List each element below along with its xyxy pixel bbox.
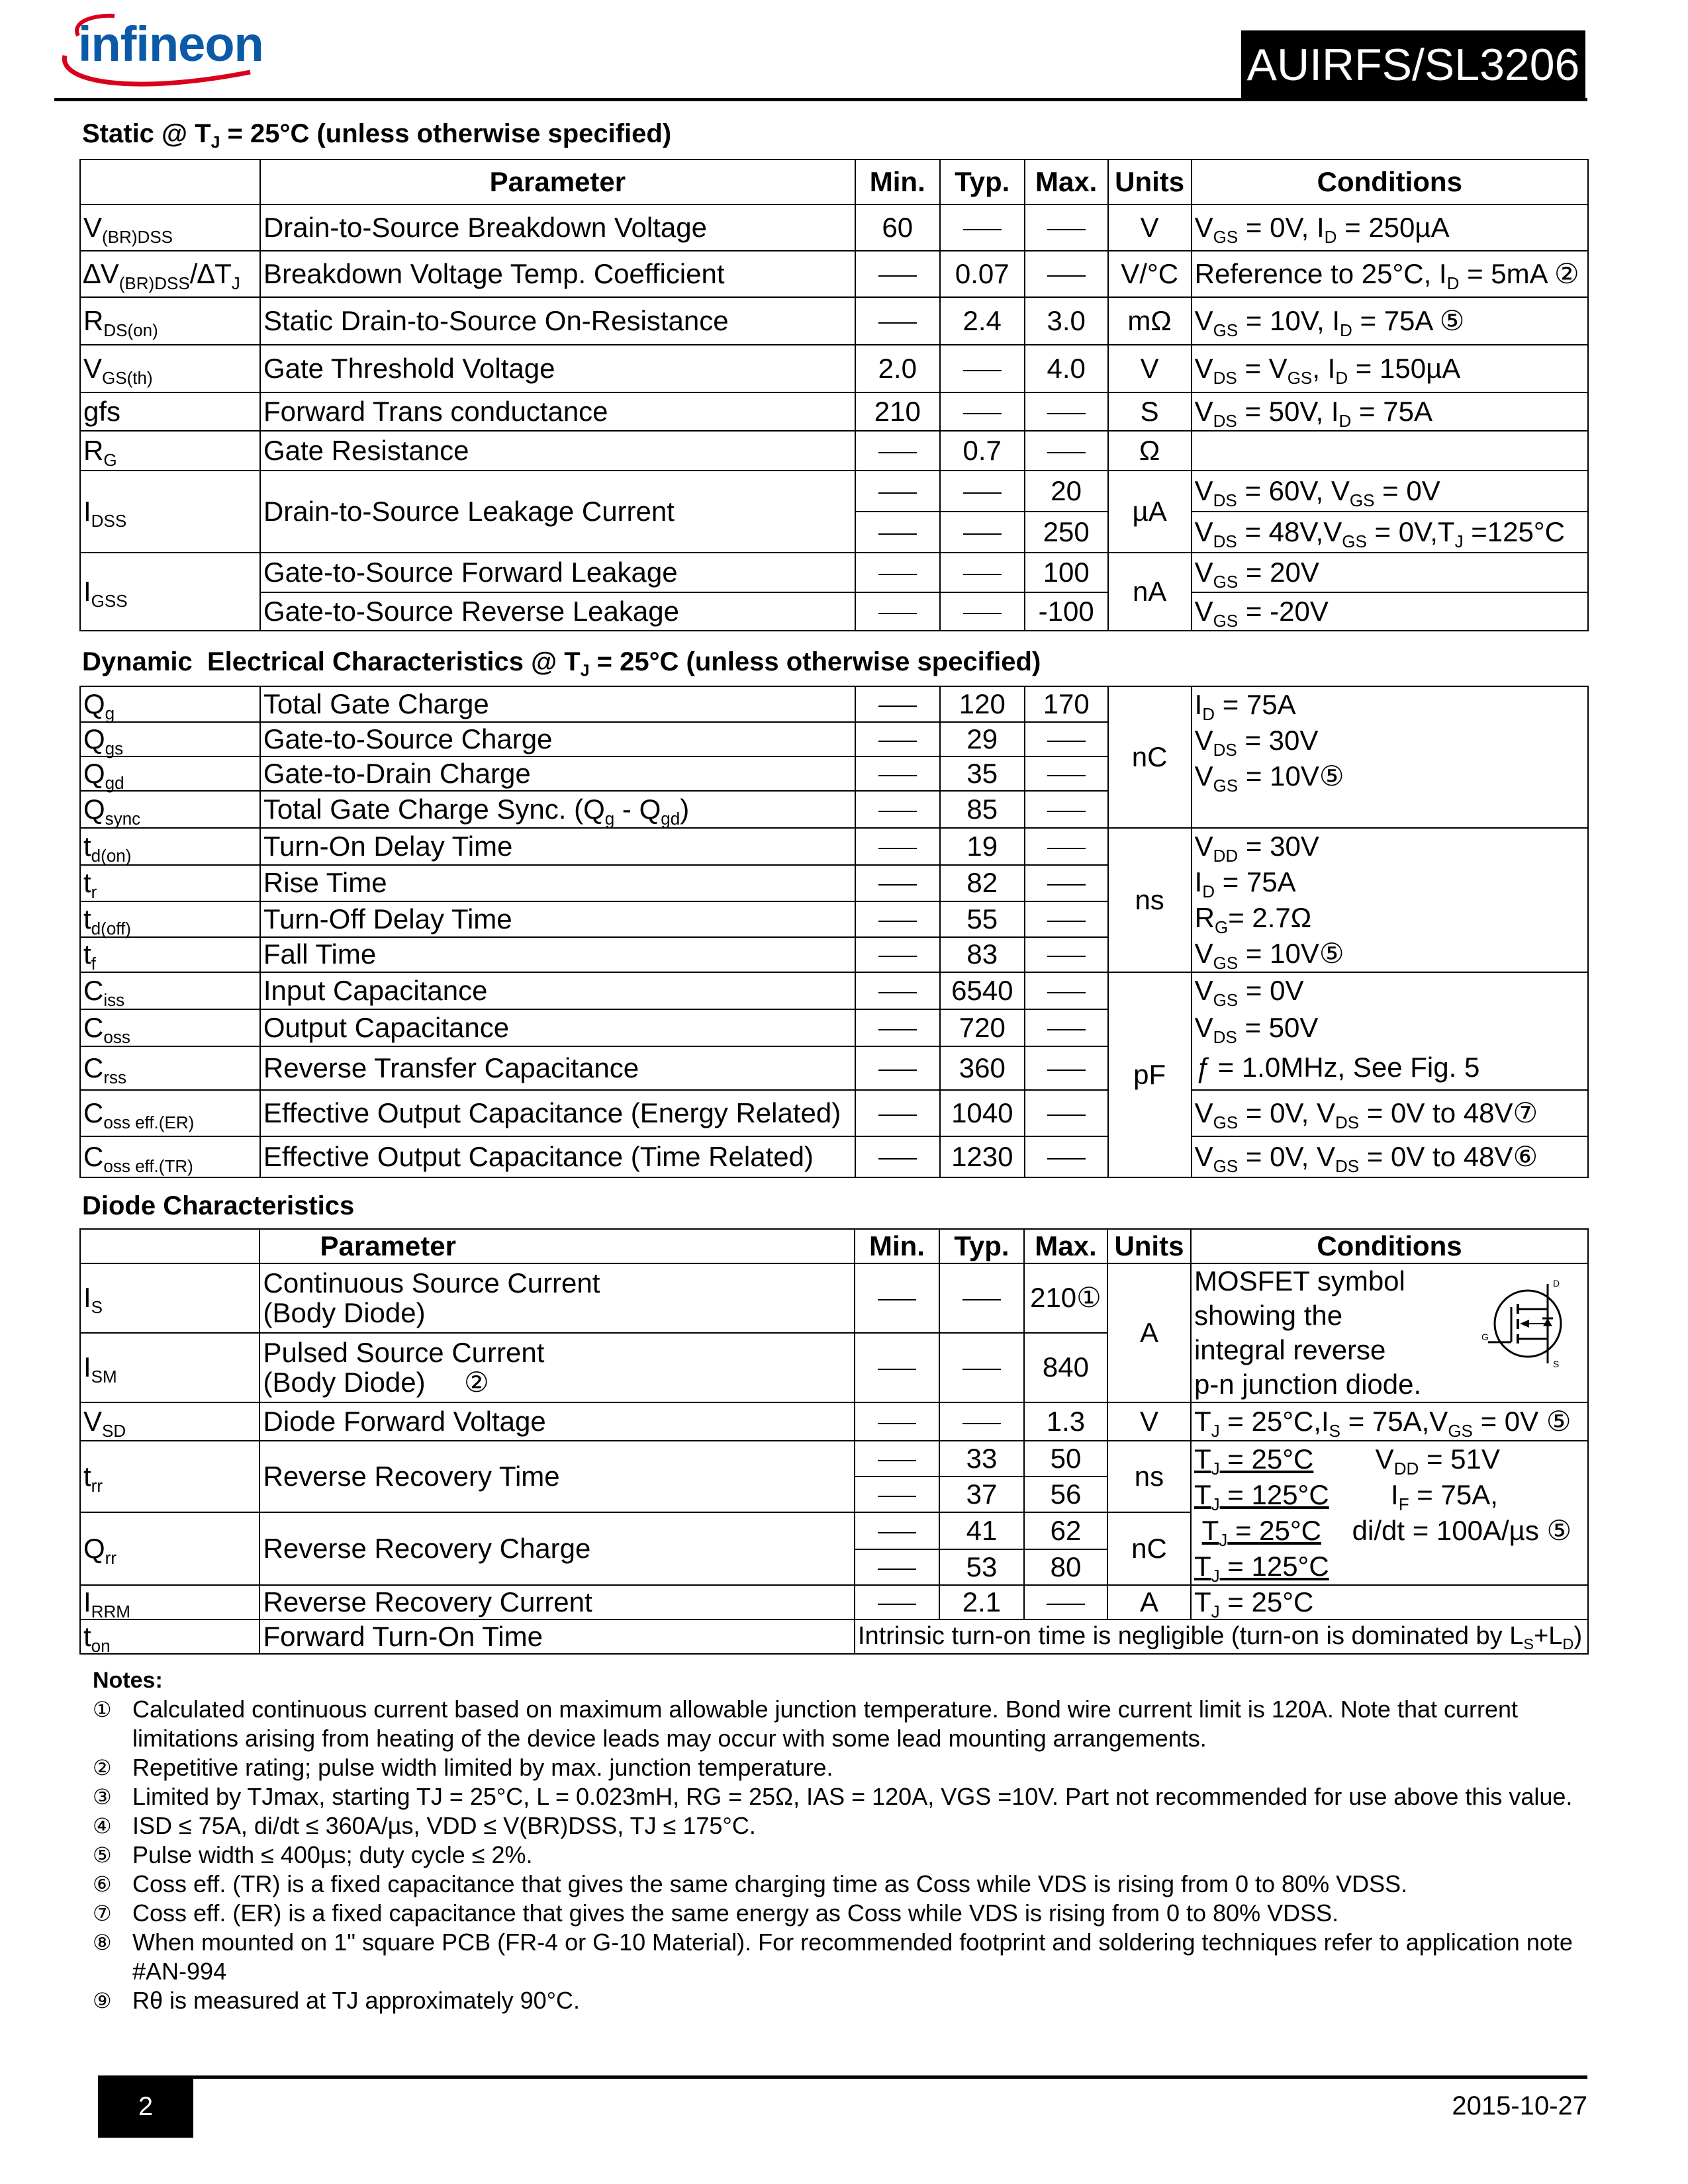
logo-wordmark: infineon [78,17,263,71]
note-item: ⑥ Coss eff. (TR) is a fixed capacitance that gives the same charging time as Coss while VDS is rising from 0 to 80% VDSS. [93,1870,1408,1897]
table-row: $C_{oss}$ Output Capacitance 720 $V_{DS} = 50V$ [80,1009,1588,1046]
static-title: Static @ $T_J = 25^\circ C$ (unless otherwise specified) [82,119,672,152]
table-row: $I_S$ Continuous Source Current (Body Diode) 210① A MOSFET symbol showing the integral reverse p-n junction diode. D G S [80,1263,1588,1333]
footer-rule [98,2075,1587,2079]
header-min: Min. [855,159,940,205]
table-row: Gate-to-Source Reverse Leakage -100 $V_{GS} = -20V$ [80,592,1588,631]
table-row: $t_{on}$ Forward Turn-On Time Intrinsic turn-on time is negligible (turn-on is dominated by $L_S+L_D$) [80,1619,1588,1654]
note-item: ② Repetitive rating; pulse width limited by max. junction temperature. [93,1754,833,1781]
table-row: $C_{iss}$ Input Capacitance 6540 pF $V_{GS} = 0V$ [80,972,1588,1009]
table-row: 37 56 [80,1477,1588,1512]
svg-text:S: S [1553,1359,1560,1369]
svg-text:D: D [1553,1278,1560,1289]
header-rule [54,98,1587,101]
table-row: $C_{rss}$ Reverse Transfer Capacitance 360 ƒ = 1.0MHz, See Fig. 5 [80,1046,1588,1090]
mosfet-symbol-icon [1481,1277,1581,1370]
notes [93,1668,1615,2015]
table-row: $t_r$ Rise Time 82 [80,865,1588,902]
diode-table: Parameter Min. Typ. Max. Units Conditions $I_S$ Continuous Source Current (Body Diode) 210① A MOSFET symbol showing the integral reverse p-n junction diode. D G S $I_{SM}$ Pulsed Source Current (Body Diode) ② 840 $V_{SD}$ Diode Forward Voltage 1.3 V $T_J = 25^\circ C,I_S = 75A,V_{GS} = 0V$ ⑤ $t_{rr}$ Reverse Recovery Time 33 50 ns $T_J = 25^\circ C$ $V_{DD} = 51V$ $T_J = 125^\circ C$ $I_F = 75A$, $T_J = 25^\circ C$ di/dt = 100A/µs ⑤ $T_J = 125^\circ C$ 37 56 $Q_{rr}$ Reverse Recovery Charge 41 62 nC 53 80 $I_{RRM}$ Reverse Recovery Current 2.1 A $T_J = 25^\circ C$ $t_{on}$ Forward Turn-On Time Intrinsic turn-on time is negligible (turn-on is dominated by $L_S+L_D$) [79,1228,1589,1655]
table-row: $I_{DSS}$ Drain-to-Source Leakage Current 20 µA $V_{DS} = 60V$, $V_{GS} = 0V$ [80,471,1588,512]
page-number: 2 [98,2075,193,2138]
header-units: Units [1108,159,1192,205]
table-row: $I_{GSS}$ Gate-to-Source Forward Leakage 100 nA $V_{GS} = 20V$ [80,553,1588,592]
note-item: ⑧ When mounted on 1" square PCB (FR-4 or G-10 Material). For recommended footprint and soldering techniques refer to application note #AN-994 [93,1929,1573,1985]
header-parameter: Parameter [260,159,855,205]
table-row: $Q_g$ Total Gate Charge 120 170 nC $I_D = 75A$ $V_{DS} = 30V$ $V_{GS}$ = 10V⑤ [80,686,1588,722]
notes-heading: Notes: [93,1668,163,1693]
note-item: ⑤ Pulse width ≤ 400µs; duty cycle ≤ 2%. [93,1841,533,1868]
header-conditions: Conditions [1192,159,1588,205]
table-row: $Q_{gd}$ Gate-to-Drain Charge 35 [80,756,1588,791]
table-row: $Q_{gs}$ Gate-to-Source Charge 29 [80,722,1588,756]
part-number: AUIRFS/SL3206 [1241,30,1585,99]
table-row: 250 $V_{DS} = 48V,V_{GS} = 0V,T_J =125^\circ C$ [80,512,1588,553]
header-max: Max. [1025,159,1108,205]
header-typ: Typ. [940,159,1025,205]
svg-text:G: G [1481,1332,1489,1342]
table-row: $C_{oss eff.(ER)}$ Effective Output Capacitance (Energy Related) 1040 $V_{GS} = 0V$, $V_{DS} = 0V$ to 48V⑦ [80,1090,1588,1136]
table-row: $t_{d(off)}$ Turn-Off Delay Time 55 [80,901,1588,936]
infineon-logo [52,9,263,95]
table-row: gfs Forward Trans conductance 210 S $V_{DS} = 50V$, $I_D = 75A$ [80,392,1588,431]
table-row: $C_{oss eff.(TR)}$ Effective Output Capacitance (Time Related) 1230 $V_{GS} = 0V$, $V_{DS} = 0V$ to 48V⑥ [80,1136,1588,1177]
table-row: $I_{RRM}$ Reverse Recovery Current 2.1 A $T_J = 25^\circ C$ [80,1585,1588,1619]
dynamic-title: Dynamic Electrical Characteristics @ $T_J = 25^\circ C$ (unless otherwise specified) [82,647,1041,680]
table-row: $Q_{rr}$ Reverse Recovery Charge 41 62 nC [80,1512,1588,1549]
dynamic-table [79,686,1589,1178]
note-item: ⑨ Rθ is measured at TJ approximately 90°C. [93,1987,581,2014]
note-item: ① Calculated continuous current based on maximum allowable junction temperature. Bond wire current limit is 120A. Note that current limitations arising from heating of the device leads may occur with some lead mounting arrangements. [93,1696,1519,1752]
table-row: $R_G$ Gate Resistance 0.7 Ω [80,431,1588,471]
table-row: $t_{rr}$ Reverse Recovery Time 33 50 ns $T_J = 25^\circ C$ $V_{DD} = 51V$ $T_J = 125^\circ C$ $I_F = 75A$, $T_J = 25^\circ C$ di/dt = 100A/µs ⑤ $T_J = 125^\circ C$ [80,1441,1588,1477]
table-row: 53 80 [80,1549,1588,1585]
table-row: $V_{GS(th)}$ Gate Threshold Voltage 2.0 4.0 V $V_{DS} = V_{GS}$, $I_D = 150\mu A$ [80,345,1588,392]
diode-title: Diode Characteristics [82,1191,355,1220]
note-item: ③ Limited by TJmax, starting TJ = 25°C, L = 0.023mH, RG = 25Ω, IAS = 120A, VGS =10V. Part not recommended for use above this value. [93,1783,1573,1810]
table-row: $V_{SD}$ Diode Forward Voltage 1.3 V $T_J = 25^\circ C,I_S = 75A,V_{GS} = 0V$ ⑤ [80,1402,1588,1441]
table-row: $\Delta V_{(BR)DSS}/\Delta T_J$ Breakdown Voltage Temp. Coefficient 0.07 V/°C Reference to 25°C, $I_D = 5mA$ ② [80,251,1588,297]
diode-header-parameter: Parameter [259,1229,855,1263]
table-row: $t_{d(on)}$ Turn-On Delay Time 19 ns $V_{DD} = 30V$ $I_D = 75A$ $R_G= 2.7\Omega$ $V_{GS}$ = 10V⑤ [80,828,1588,865]
table-row: $Q_{sync}$ Total Gate Charge Sync. $(Q_g - Q_{gd})$ 85 [80,791,1588,828]
table-row: $V_{(BR)DSS}$ Drain-to-Source Breakdown Voltage 60 V $V_{GS} = 0V$, $I_D = 250\mu A$ [80,205,1588,251]
table-row: $R_{DS(on)}$ Static Drain-to-Source On-Resistance 2.4 3.0 mΩ $V_{GS} = 10V$, $I_D = 75A$ ⑤ [80,297,1588,345]
table-row: $t_f$ Fall Time 83 [80,937,1588,973]
note-item: ④ ISD ≤ 75A, di/dt ≤ 360A/µs, VDD ≤ V(BR)DSS, TJ ≤ 175°C. [93,1812,756,1839]
note-item: ⑦ Coss eff. (ER) is a fixed capacitance that gives the same energy as Coss while VDS is rising from 0 to 80% VDSS. [93,1899,1339,1927]
table-row: $I_{SM}$ Pulsed Source Current (Body Diode) ② 840 [80,1333,1588,1402]
static-table [79,159,1589,631]
document-date: 2015-10-27 [1452,2091,1587,2120]
